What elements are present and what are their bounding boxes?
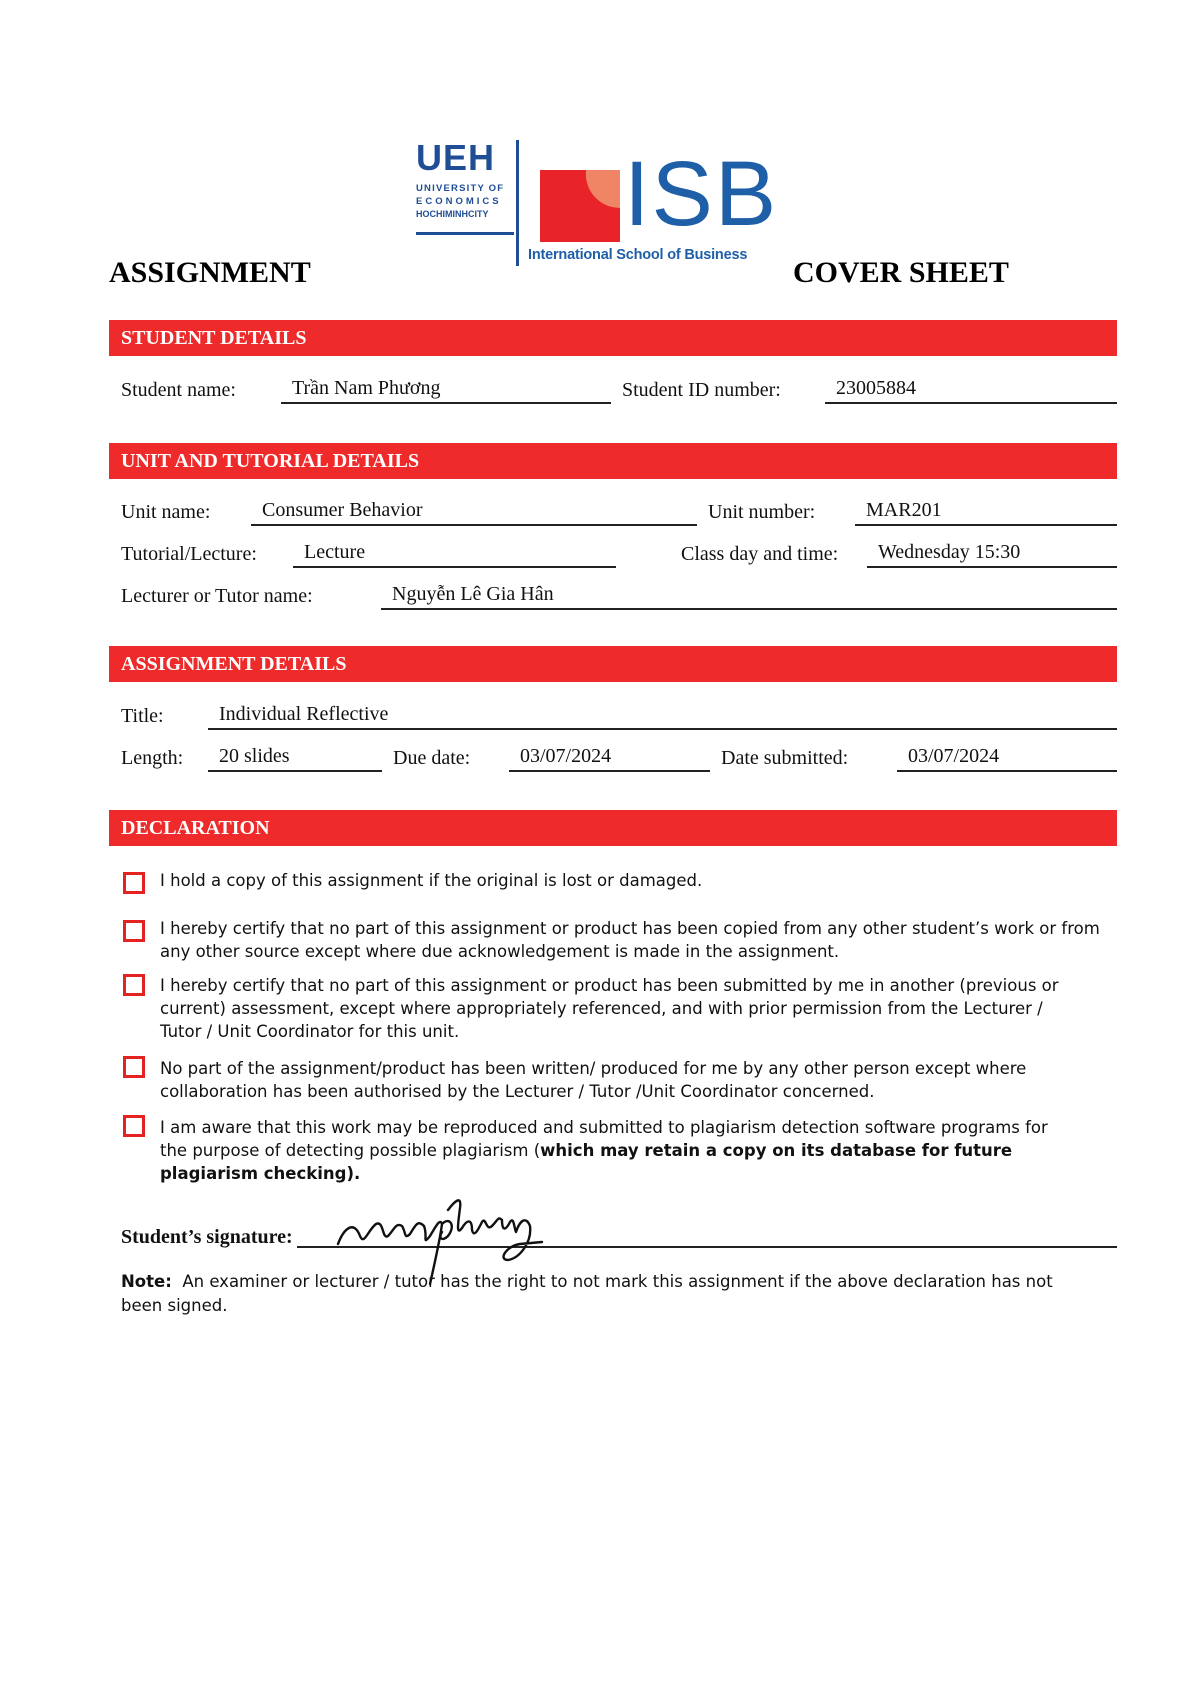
note-label: Note:	[121, 1272, 172, 1291]
lecturer-name-field[interactable]: Nguyễn Lê Gia Hân	[381, 582, 1117, 610]
unit-number-label: Unit number:	[708, 501, 816, 523]
tutorial-lecture-field[interactable]: Lecture	[293, 540, 616, 568]
declaration-checkbox-2[interactable]	[123, 920, 145, 942]
declaration-text-3: I hereby certify that no part of this assignment or product has been submitted by me in another (previous or current) assessment, except where appropriately referenced, and with prior permission from the Lecturer / Tutor / Unit Coordinator for this unit.	[160, 976, 1059, 1041]
lecturer-name-label: Lecturer or Tutor name:	[121, 585, 313, 607]
assignment-title-field[interactable]: Individual Reflective	[208, 702, 1117, 730]
declaration-checkbox-1[interactable]	[123, 872, 145, 894]
note-text: An examiner or lecturer / tutor has the right to not mark this assignment if the above declaration has not been signed.	[121, 1272, 1053, 1315]
unit-name-field[interactable]: Consumer Behavior	[251, 498, 697, 526]
title-cover-sheet: COVER SHEET	[793, 256, 1009, 289]
declaration-text-5-plain: I am aware that this work may be reproduced and submitted to plagiarism detection software programs for the purpose of detecting possible plagiarism (	[160, 1118, 1048, 1160]
logo-divider	[516, 140, 519, 266]
tutorial-lecture-label: Tutorial/Lecture:	[121, 543, 257, 565]
ueh-logo-text: UEH	[416, 137, 496, 178]
class-time-field[interactable]: Wednesday 15:30	[867, 540, 1117, 568]
length-label: Length:	[121, 747, 184, 769]
ueh-logo-line1: UNIVERSITY OF	[416, 183, 505, 194]
section-header-unit-details: UNIT AND TUTORIAL DETAILS	[109, 443, 1117, 479]
declaration-text-2: I hereby certify that no part of this assignment or product has been copied from any other student’s work or from any other source except where due acknowledgement is made in the assignment.	[160, 919, 1100, 961]
student-name-field[interactable]: Trần Nam Phương	[281, 376, 611, 404]
isb-logo-text: ISB	[624, 143, 779, 245]
unit-number-field[interactable]: MAR201	[855, 498, 1117, 526]
note-paragraph	[121, 1270, 1091, 1318]
logo-rule	[416, 232, 514, 235]
declaration-checkbox-5[interactable]	[123, 1115, 145, 1137]
student-id-field[interactable]: 23005884	[825, 376, 1117, 404]
institution-logo	[412, 137, 779, 270]
section-header-declaration: DECLARATION	[109, 810, 1117, 846]
isb-logo-subtitle: International School of Business	[528, 247, 748, 263]
ueh-logo-line2: ECONOMICS	[416, 196, 502, 207]
date-submitted-label: Date submitted:	[721, 747, 849, 769]
section-header-student-details: STUDENT DETAILS	[109, 320, 1117, 356]
isb-mark-icon	[540, 170, 620, 242]
declaration-text-5-bold: which may retain a copy on its database for future plagiarism checking).	[160, 1141, 1013, 1183]
unit-name-label: Unit name:	[121, 501, 211, 523]
signature-label: Student’s signature:	[121, 1226, 293, 1248]
declaration-checkbox-3[interactable]	[123, 974, 145, 996]
due-date-label: Due date:	[393, 747, 471, 769]
declaration-text-4: No part of the assignment/product has been written/ produced for me by any other person except where collaboration has been authorised by the Lecturer / Tutor /Unit Coordinator concerned.	[160, 1059, 1027, 1101]
length-field[interactable]: 20 slides	[208, 744, 382, 772]
class-time-label: Class day and time:	[681, 543, 839, 565]
due-date-field[interactable]: 03/07/2024	[509, 744, 710, 772]
date-submitted-field[interactable]: 03/07/2024	[897, 744, 1117, 772]
ueh-logo-line3: HOCHIMINHCITY	[416, 209, 489, 219]
declaration-checkbox-4[interactable]	[123, 1056, 145, 1078]
section-header-assignment-details: ASSIGNMENT DETAILS	[109, 646, 1117, 682]
student-id-label: Student ID number:	[622, 379, 781, 401]
declaration-text-5	[160, 1116, 1070, 1185]
title-assignment: ASSIGNMENT	[109, 256, 311, 289]
assignment-title-label: Title:	[121, 705, 164, 727]
declaration-text-1: I hold a copy of this assignment if the original is lost or damaged.	[160, 871, 703, 890]
ueh-logo	[416, 137, 520, 221]
student-name-label: Student name:	[121, 379, 236, 401]
